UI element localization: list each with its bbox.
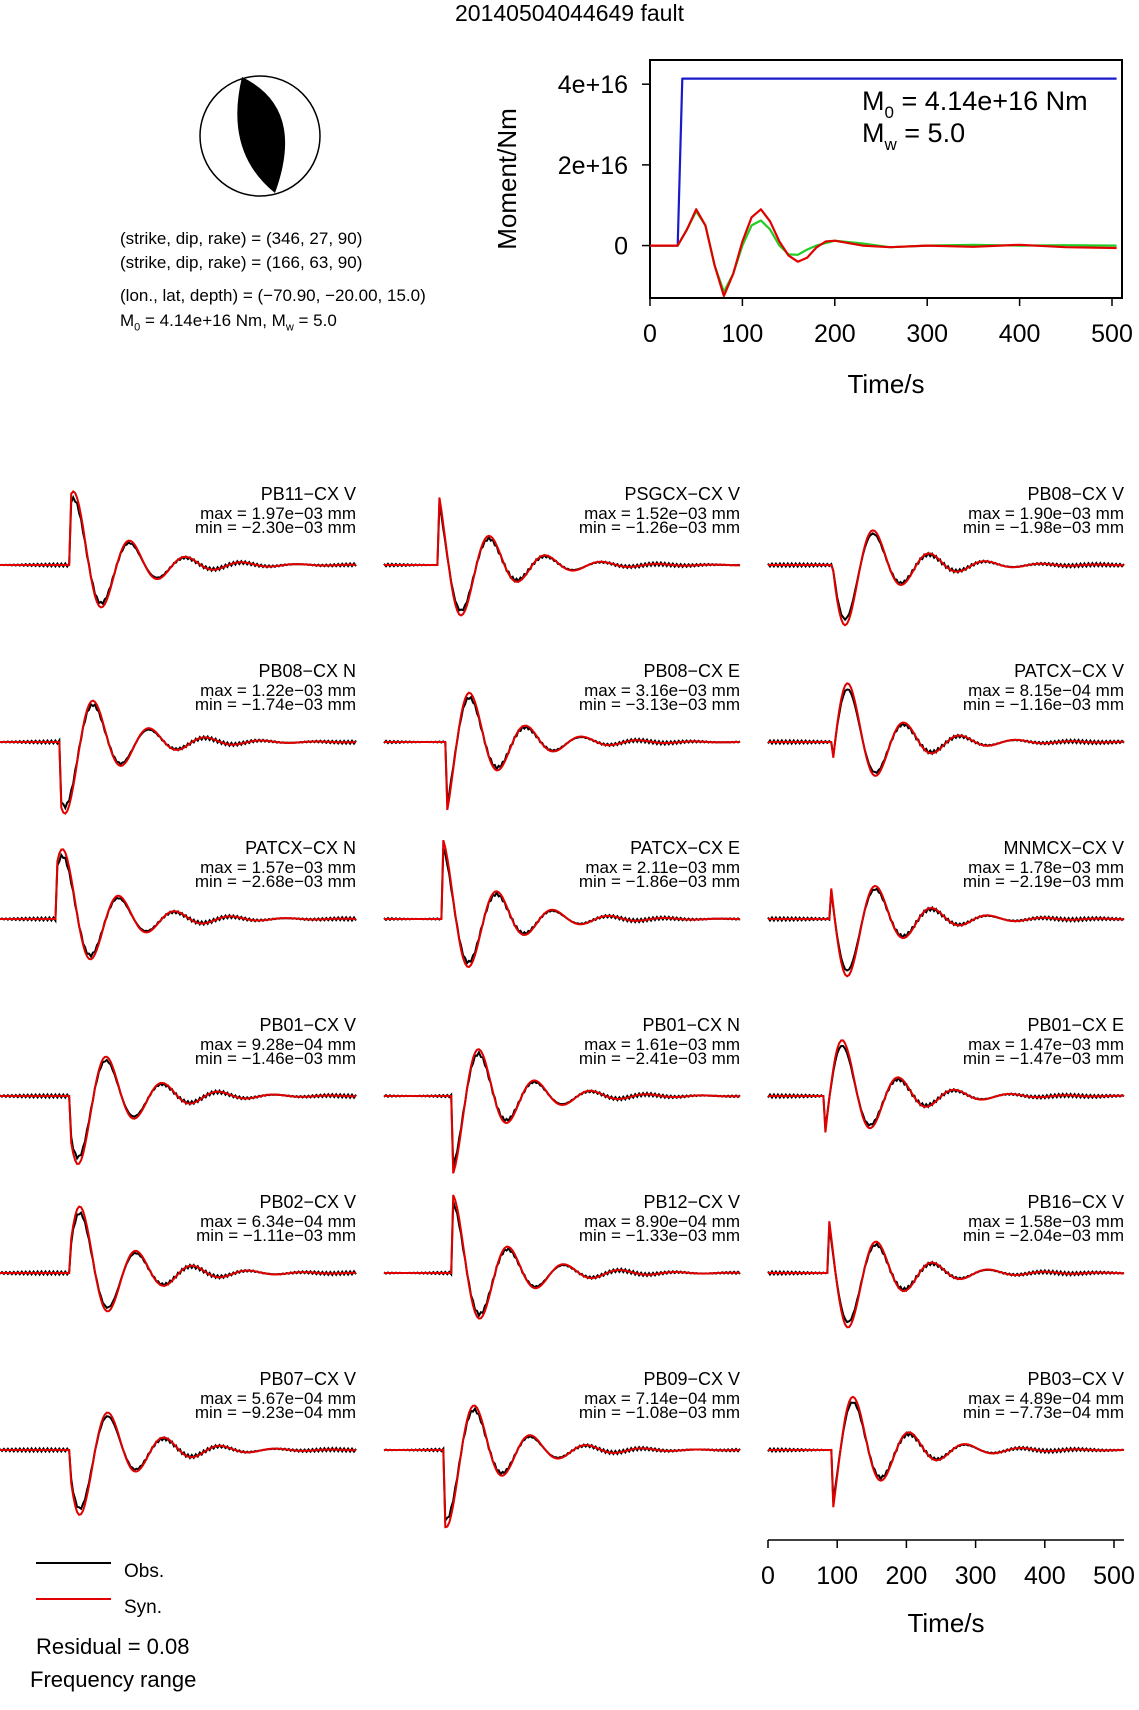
legend-syn-label: Syn. <box>124 1597 163 1618</box>
station-panel <box>768 1015 1124 1132</box>
station-label: PB07−CX V <box>259 1369 356 1389</box>
obs-trace <box>384 1409 740 1521</box>
station-panel <box>0 1369 356 1515</box>
stf-x-tick-label: 300 <box>906 320 949 348</box>
legend-obs-line <box>36 1562 111 1564</box>
legend-syn-line <box>36 1598 111 1600</box>
station-panel <box>768 838 1124 976</box>
station-panel <box>0 661 356 814</box>
station-min: min = −1.16e−03 mm <box>962 695 1124 714</box>
station-panel <box>0 484 356 607</box>
station-label: PB01−CX E <box>1027 1015 1124 1035</box>
station-panel <box>384 1015 740 1173</box>
station-min: min = −2.04e−03 mm <box>962 1226 1124 1245</box>
station-label: PB16−CX V <box>1027 1192 1124 1212</box>
station-panel <box>768 1192 1124 1327</box>
station-label: PB03−CX V <box>1027 1369 1124 1389</box>
station-panel <box>768 484 1124 625</box>
station-max: max = 2.11e−03 mm <box>585 858 740 877</box>
obs-trace <box>768 889 1124 971</box>
wave-x-tick-label: 400 <box>1023 1562 1066 1590</box>
stf-y-tick-label: 2e+16 <box>557 151 628 180</box>
station-min: min = −2.41e−03 mm <box>578 1049 740 1068</box>
station-label: PB12−CX V <box>643 1192 740 1212</box>
station-min: min = −2.30e−03 mm <box>194 518 356 537</box>
station-max: max = 1.47e−03 mm <box>968 1035 1124 1054</box>
stf-y-tick-label: 0 <box>614 232 628 261</box>
station-min: min = −2.68e−03 mm <box>194 872 356 891</box>
stf-series-2 <box>650 209 1117 296</box>
focal-line-3: (lon., lat, depth) = (−70.90, −20.00, 15.0) <box>120 286 426 305</box>
stf-x-tick-label: 0 <box>643 320 657 348</box>
moment-rate-chart <box>0 0 1139 420</box>
station-max: max = 6.34e−04 mm <box>200 1212 356 1231</box>
obs-trace <box>0 704 356 808</box>
residual-text: Residual = 0.08 <box>36 1634 190 1659</box>
stf-x-axis-label: Time/s <box>847 369 925 399</box>
syn-trace <box>768 530 1124 625</box>
station-panel <box>768 1369 1124 1507</box>
station-panel <box>768 661 1124 776</box>
wave-x-tick-label: 100 <box>816 1562 859 1590</box>
station-max: max = 5.67e−04 mm <box>200 1389 356 1408</box>
station-min: min = −3.13e−03 mm <box>578 695 740 714</box>
station-panel <box>0 1015 356 1164</box>
obs-trace <box>0 1416 356 1509</box>
stf-mw-annotation: $M_w = 5.0$ <box>862 118 966 154</box>
station-max: max = 9.28e−04 mm <box>200 1035 356 1054</box>
focal-moment: $M_0 = 4.14e+16$ Nm, $M_w = 5.0$ <box>120 311 337 334</box>
stf-x-tick-label: 200 <box>813 320 856 348</box>
station-label: PATCX−CX E <box>630 838 740 858</box>
station-min: min = −1.47e−03 mm <box>962 1049 1124 1068</box>
station-label: PATCX−CX V <box>1014 661 1124 681</box>
station-label: PB09−CX V <box>643 1369 740 1389</box>
stf-y-axis-label: Moment/Nm <box>492 108 522 250</box>
station-max: max = 1.61e−03 mm <box>584 1035 740 1054</box>
station-min: min = −1.98e−03 mm <box>962 518 1124 537</box>
station-max: max = 1.52e−03 mm <box>584 504 740 523</box>
obs-trace <box>384 1052 740 1166</box>
stf-x-tick-label: 100 <box>721 320 764 348</box>
syn-trace <box>0 1057 356 1164</box>
station-max: max = 1.22e−03 mm <box>200 681 356 700</box>
stf-y-tick-label: 4e+16 <box>557 71 628 100</box>
station-min: min = −2.19e−03 mm <box>962 872 1124 891</box>
station-max: max = 8.90e−04 mm <box>584 1212 740 1231</box>
station-panel <box>384 1369 740 1527</box>
station-max: max = 1.58e−03 mm <box>968 1212 1124 1231</box>
syn-trace <box>768 886 1124 976</box>
syn-trace <box>0 701 356 814</box>
station-max: max = 1.97e−03 mm <box>200 504 356 523</box>
station-label: PB11−CX V <box>260 484 356 504</box>
waveform-grid <box>0 470 1139 1710</box>
focal-line-1: (strike, dip, rake) = (346, 27, 90) <box>120 229 363 248</box>
wave-x-tick-label: 500 <box>1093 1562 1135 1590</box>
stf-m0-annotation: $M_0 = 4.14e+16$ Nm <box>862 86 1088 122</box>
stf-x-tick-label: 500 <box>1091 320 1133 348</box>
station-max: max = 1.57e−03 mm <box>200 858 356 877</box>
obs-trace <box>0 1060 356 1158</box>
station-min: min = −1.08e−03 mm <box>578 1403 740 1422</box>
station-panel <box>0 838 356 959</box>
station-label: PB01−CX N <box>642 1015 740 1035</box>
frequency-range-text: Frequency range <box>30 1667 197 1692</box>
station-min: min = −7.73e−04 mm <box>962 1403 1124 1422</box>
station-panel <box>384 484 740 616</box>
station-min: min = −1.11e−03 mm <box>196 1226 356 1245</box>
focal-line-2: (strike, dip, rake) = (166, 63, 90) <box>120 253 363 272</box>
station-min: min = −1.74e−03 mm <box>194 695 356 714</box>
station-max: max = 4.89e−04 mm <box>968 1389 1124 1408</box>
station-min: min = −1.26e−03 mm <box>578 518 740 537</box>
station-panel <box>384 1192 740 1319</box>
station-label: PATCX−CX N <box>245 838 356 858</box>
station-panel <box>384 661 740 810</box>
station-label: MNMCX−CX V <box>1003 838 1124 858</box>
station-min: min = −1.33e−03 mm <box>578 1226 740 1245</box>
syn-trace <box>384 1406 740 1528</box>
wave-x-axis-label: Time/s <box>907 1608 985 1638</box>
station-panel <box>384 838 740 967</box>
wave-x-tick-label: 300 <box>954 1562 997 1590</box>
station-min: min = −1.46e−03 mm <box>194 1049 356 1068</box>
station-max: max = 8.15e−04 mm <box>968 681 1124 700</box>
wave-x-tick-label: 0 <box>761 1562 775 1590</box>
station-max: max = 1.78e−03 mm <box>968 858 1124 877</box>
page-title: 20140504044649 fault <box>455 0 684 26</box>
station-max: max = 7.14e−04 mm <box>584 1389 740 1408</box>
station-label: PB08−CX V <box>1027 484 1124 504</box>
station-min: min = −9.23e−04 mm <box>194 1403 356 1422</box>
station-max: max = 1.90e−03 mm <box>968 504 1124 523</box>
station-label: PB08−CX E <box>643 661 740 681</box>
station-label: PSGCX−CX V <box>624 484 740 504</box>
station-panel <box>0 1192 356 1311</box>
station-label: PB01−CX V <box>259 1015 356 1035</box>
station-min: min = −1.86e−03 mm <box>578 872 740 891</box>
legend-obs-label: Obs. <box>124 1561 165 1582</box>
obs-trace <box>768 533 1124 619</box>
station-label: PB08−CX N <box>258 661 356 681</box>
wave-x-tick-label: 200 <box>885 1562 928 1590</box>
station-max: max = 3.16e−03 mm <box>584 681 740 700</box>
station-label: PB02−CX V <box>259 1192 356 1212</box>
stf-x-tick-label: 400 <box>998 320 1041 348</box>
syn-trace <box>0 1413 356 1515</box>
